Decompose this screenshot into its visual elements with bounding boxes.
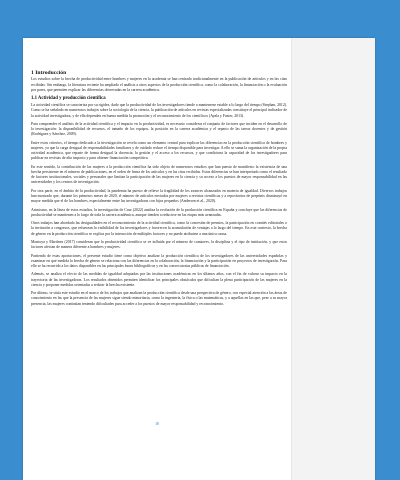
page-number: 10 (155, 422, 159, 426)
body-paragraph: En este sentido, la contribución de las mujeres a la producción científica ha sido objeto de numerosos estudios que han puesto de manifiesto la existencia de una brecha persistente en el número de publicaciones, en el orden de firma de los artículos y en las citas recibidas. Estas diferencias se han interpretado como el resultado de factores institucionales, sociales y personales que limitan la participación de las mujeres en la ciencia y su acceso a los puestos de mayor responsabilidad en las universidades y los centros de investigación. (31, 164, 287, 185)
body-paragraph: Asimismo, en la línea de estos estudios, la investigación de Cruz (2022) analiza la evolución de la producción científica en España y concluye que las diferencias de productividad se mantienen a lo largo de toda la carrera académica, aunque tienden a reducirse en las etapas más avanzadas. (31, 207, 287, 217)
section-heading: 1 Introducción (31, 70, 67, 76)
body-paragraph: Por último, se sitúa este estudio en el marco de los trabajos que analizan la producción científica desde una perspectiva de género, con especial atención a las áreas de conocimiento en las que la presencia de las mujeres sigue siendo minoritaria, como la ingeniería, la física o las matemáticas, y a aquellas en las que, pese a su mayor presencia, las mujeres continúan teniendo dificultades para acceder a los puestos de mayor responsabilidad y reconocimiento. (31, 291, 287, 306)
subsection-heading: 1.1 Actividad y producción científica (31, 96, 106, 102)
body-paragraph: Por otra parte, en el ámbito de la productividad, la pandemia ha puesto de relieve la fragilidad de los avances alcanzados en materia de igualdad. Diversos trabajos han mostrado que, durante los primeros meses de 2020, el número de artículos enviados por mujeres a revistas científicas y a repositorios de preprints disminuyó en mayor medida que el de los hombres, especialmente entre las investigadoras con hijos pequeños (Andersen et al., 2020). (31, 188, 287, 204)
body-paragraph: Otros trabajos han abordado las desigualdades en el reconocimiento de la actividad científica, como la concesión de premios, la participación en comités editoriales o la invitación a congresos, que refuerzan la visibilidad de los investigadores y favorecen la acumulación de ventajas a lo largo del tiempo. En este contexto, la brecha de género en la producción científica se explica por la interacción de múltiples factores y no puede atribuirse a una única causa. (31, 221, 287, 236)
body-paragraph: Para comprender el análisis de la actividad científica y el impacto en la productividad, es necesario considerar el conjunto de factores que inciden en el desarrollo de la investigación: la disponibilidad de recursos, el tamaño de los equipos, la posición en la carrera académica y el reparto de las tareas docentes y de gestión (Rodríguez y Sánchez, 2009). (31, 122, 287, 137)
body-paragraph: Montoya y Martínez (2017) consideran que la productividad científica se ve influida por el número de coautores, la disciplina y el tipo de institución, y que estos factores afectan de manera diferente a hombres y mujeres. (31, 239, 287, 250)
body-paragraph: Además, se analiza el efecto de las medidas de igualdad adoptadas por las instituciones académicas en los últimos años, con el fin de valorar su impacto en la trayectoria de las investigadoras. Los resultados obtenidos permiten identificar los principales obstáculos que dificultan la plena participación de las mujeres en la ciencia y proponer medidas orientadas a reducir la brecha existente. (31, 272, 287, 287)
body-paragraph: Partiendo de estas aportaciones, el presente estudio tiene como objetivo analizar la producción científica de los investigadores de las universidades españolas y examinar en qué medida la brecha de género se relaciona con las diferencias en la colaboración, la financiación y la participación en proyectos de investigación. Para ello se ha recurrido a los datos disponibles en las principales bases bibliográficas y en las convocatorias públicas de financiación. (31, 253, 287, 268)
side-panel (291, 38, 375, 480)
page-content (31, 70, 287, 310)
body-paragraph: Entre estos criterios, el tiempo dedicado a la investigación se revela como un elemento central para explicar las diferencias en la producción científica de hombres y mujeres, ya que la carga desigual de responsabilidades familiares y de cuidado reduce el tiempo disponible para investigar. A ello se suma la organización de la propia actividad académica, que reparte de forma desigual la docencia, la gestión y el acceso a los recursos, y que condiciona la capacidad de los investigadores para publicar en revistas de alto impacto y para obtener financiación competitiva. (31, 140, 287, 161)
document-page (23, 38, 375, 480)
intro-paragraph: Los estudios sobre la brecha de productividad entre hombres y mujeres en la academia se han centrado tradicionalmente en la publicación de artículos y en las citas recibidas. Sin embargo, la literatura reciente ha ampliado el análisis a otros aspectos de la producción científica, como la colaboración, la financiación o la evaluación por pares, que permiten explicar las diferencias observadas en la carrera académica. (31, 77, 287, 92)
body-paragraph: La actividad científica se caracteriza por su rigidez, dado que la productividad de los investigadores tiende a mantenerse estable a lo largo del tiempo (Stephan, 2012). Como se ha señalado en numerosos trabajos sobre la sociología de la ciencia, la publicación de artículos en revistas especializadas constituye el principal indicador de la actividad investigadora, y de ella dependen en buena medida la promoción y el reconocimiento de los científicos (Ayala y Fuster, 2013). (31, 103, 287, 118)
